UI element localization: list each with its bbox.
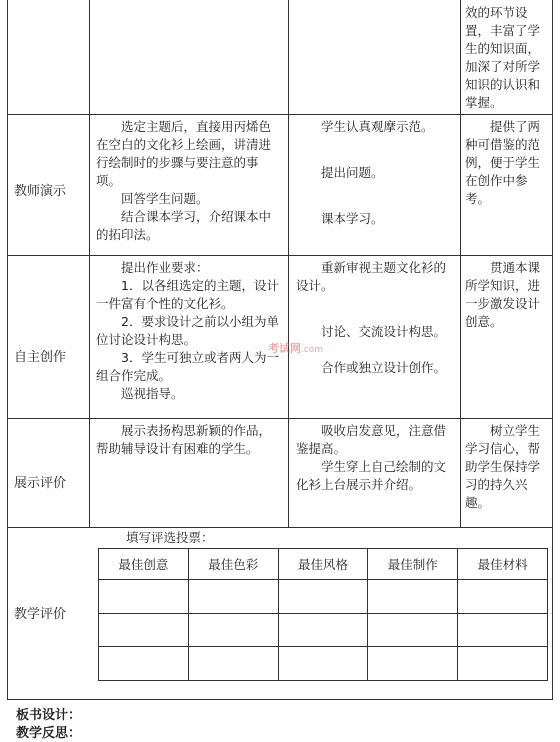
row-divider-3 (7, 418, 553, 419)
row1-teacher-text-3: 结合课本学习，介绍课本中的拓印法。 (96, 209, 272, 242)
table-border-left (7, 0, 8, 700)
vote-cell (188, 580, 278, 614)
row0-purpose (465, 4, 550, 112)
row-divider-4 (7, 527, 553, 528)
row1-teacher-text-1: 选定主题后，直接用丙烯色在空白的文化衫上绘画，讲清进行绘制时的步骤与要注意的事项。 (96, 119, 272, 188)
table-border-bottom (7, 699, 553, 700)
row2-teacher-text-3: 2．要求设计之前以小组为单位讨论设计构思。 (96, 314, 279, 347)
vote-row (99, 647, 548, 681)
column-divider-3 (460, 0, 461, 527)
vote-header-best-color: 最佳色彩 (188, 549, 278, 580)
watermark-text: 考试网 (268, 342, 301, 355)
vote-cell (188, 613, 278, 647)
vote-header-best-idea: 最佳创意 (99, 549, 189, 580)
watermark-logo (268, 340, 323, 356)
row2-student-text-2: 讨论、交流设计构思。 (321, 324, 447, 339)
watermark-domain: .com (301, 345, 324, 355)
row3-student-text-2: 学生穿上自己绘制的文化衫上台展示并介绍。 (296, 459, 447, 492)
row2-student-text-1: 重新审视主题文化衫的设计。 (296, 260, 447, 293)
row2-teacher-text-4: 3．学生可独立或者两人为一组合作完成。 (96, 350, 279, 383)
vote-header-best-style: 最佳风格 (278, 549, 368, 580)
vote-table (98, 548, 548, 681)
vote-intro: 填写评选投票： (126, 530, 214, 545)
vote-row (99, 613, 548, 647)
column-divider-1 (89, 0, 90, 527)
row1-teacher-text-2: 回答学生问题。 (121, 191, 209, 206)
row2-teacher-text-1: 提出作业要求： (121, 260, 209, 275)
column-divider-2 (288, 0, 289, 527)
vote-cell (458, 580, 548, 614)
row3-teacher-activity (96, 422, 282, 458)
row1-student-text-1: 学生认真观摩示范。 (321, 119, 434, 134)
row3-student-text-1: 吸收启发意见，注意借鉴提高。 (296, 423, 447, 456)
row1-student-activity (296, 118, 456, 228)
row2-student-activity (296, 259, 456, 377)
vote-header-best-material: 最佳材料 (458, 549, 548, 580)
vote-cell (278, 647, 368, 681)
row2-purpose-text: 贯通本课所学知识，进一步激发设计创意。 (465, 260, 541, 329)
vote-cell (368, 647, 458, 681)
vote-header-row (99, 549, 548, 580)
row-divider-2 (7, 255, 553, 256)
row2-purpose (465, 259, 550, 331)
row2-teacher-text-5: 巡视指导。 (121, 386, 184, 401)
table-border-right (552, 0, 553, 700)
teaching-reflection-label: 教学反思： (16, 726, 82, 741)
row-label-independent-creation: 自主创作 (14, 350, 67, 365)
row-label-teacher-demo: 教师演示 (14, 184, 67, 199)
vote-cell (99, 647, 189, 681)
row2-student-text-3: 合作或独立设计创作。 (321, 360, 447, 375)
vote-cell (368, 580, 458, 614)
vote-cell (458, 613, 548, 647)
row1-purpose-text: 提供了两种可借鉴的范例，便于学生在创作中参考。 (465, 119, 541, 206)
row3-purpose (465, 422, 550, 512)
vote-cell (368, 613, 458, 647)
vote-cell (188, 647, 278, 681)
row2-teacher-text-2: 1．以各组选定的主题，设计一件富有个性的文化衫。 (96, 278, 279, 311)
vote-header-best-making: 最佳制作 (368, 549, 458, 580)
row1-teacher-activity (96, 118, 282, 244)
vote-cell (99, 580, 189, 614)
row1-purpose (465, 118, 550, 208)
row3-purpose-text: 树立学生学习信心，帮助学生保持学习的持久兴趣。 (465, 423, 541, 510)
row3-student-activity (296, 422, 456, 494)
vote-cell (278, 580, 368, 614)
row-label-display-evaluation: 展示评价 (14, 476, 67, 491)
row-label-teaching-evaluation: 教学评价 (14, 607, 67, 622)
vote-row (99, 580, 548, 614)
vote-cell (458, 647, 548, 681)
vote-cell (278, 613, 368, 647)
row1-student-text-3: 课本学习。 (321, 211, 384, 226)
row3-teacher-text-1: 展示表扬构思新颖的作品，帮助辅导设计有困难的学生。 (96, 423, 272, 456)
row2-teacher-activity (96, 259, 282, 403)
row1-student-text-2: 提出问题。 (321, 165, 384, 180)
board-design-label: 板书设计： (16, 708, 82, 723)
vote-cell (99, 613, 189, 647)
row-divider-1 (7, 114, 553, 115)
row0-purpose-text: 效的环节设置，丰富了学生的知识面，加深了对所学知识的认识和掌握。 (465, 5, 541, 110)
